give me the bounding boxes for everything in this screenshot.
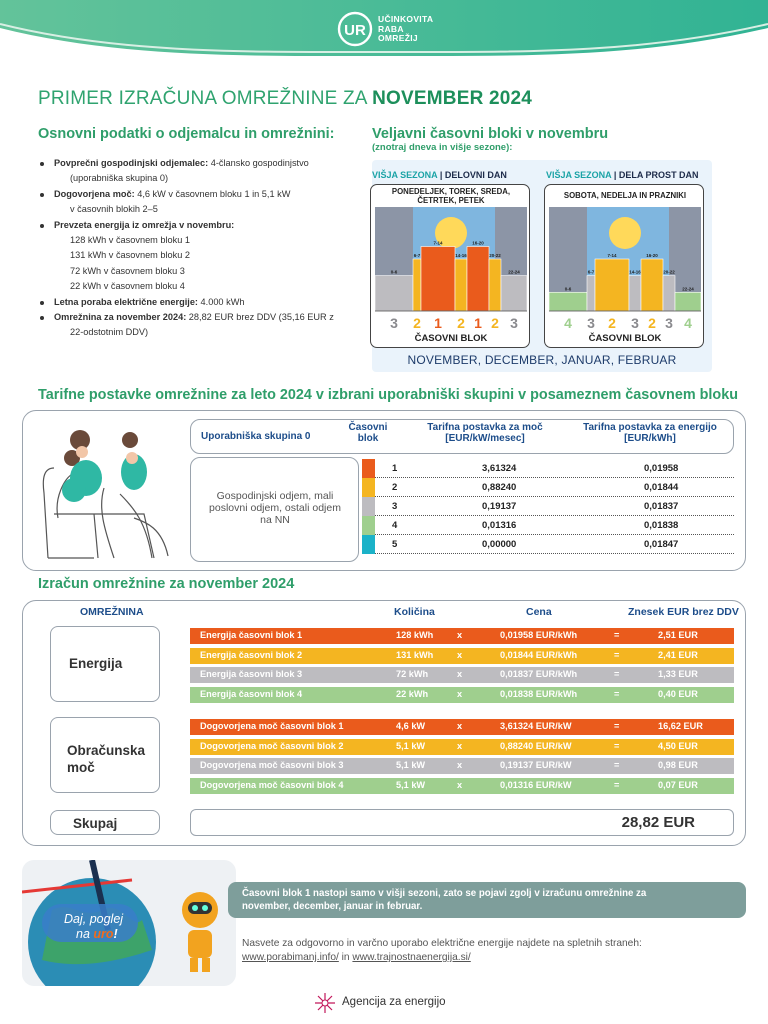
- tariff-power: 0,01316: [482, 520, 517, 531]
- calc-times: x: [457, 688, 463, 699]
- power-rows: [190, 719, 734, 797]
- basic-data-list: [38, 156, 368, 341]
- freeday-block-digit: 4: [564, 315, 572, 331]
- tip-box: [228, 882, 746, 918]
- title-prefix: PRIMER IZRAČUNA OMREŽNINE ZA: [38, 88, 367, 109]
- freeday-hour-label: 6-7: [587, 269, 595, 275]
- freeday-days: SOBOTA, NEDELJA IN PRAZNIKI: [563, 191, 687, 200]
- col-block-header: Časovni blok: [348, 422, 388, 444]
- group-description: Gospodinjski odjem, mali poslovni odjem, ostali odjem na NN: [209, 490, 341, 526]
- tariff-block: 5: [392, 539, 398, 550]
- calc-row-name: Energija časovni blok 3: [200, 669, 303, 679]
- freeday-block-bar: [549, 292, 587, 311]
- workday-block-digit: 3: [510, 315, 518, 331]
- logo: [336, 10, 456, 48]
- tariff-power: 0,00000: [482, 539, 517, 550]
- tariff-block: 4: [392, 520, 398, 531]
- freeday-block-bar: [641, 259, 663, 311]
- freeday-hour-label: 22-24: [682, 286, 694, 292]
- calc-row-price: 0,88240 EUR/kW: [500, 740, 572, 751]
- tariff-color-swatch: [362, 497, 375, 516]
- basic-data-subline: v časovnih blokih 2–5: [70, 204, 158, 215]
- freeday-block-digit: 3: [587, 315, 595, 331]
- calc-row-qty: 72 kWh: [396, 669, 429, 679]
- calculation-row: [190, 778, 734, 794]
- tariff-energy: 0,01958: [644, 463, 679, 474]
- svg-text:UR: UR: [344, 22, 366, 39]
- calculation-row: [190, 758, 734, 774]
- badge-word: uro: [93, 927, 114, 941]
- calc-row-price: 0,01958 EUR/kWh: [500, 630, 578, 640]
- link-porabimanj[interactable]: www.porabimanj.info/: [242, 952, 339, 963]
- calculation-row: [190, 628, 734, 644]
- freeday-chart: [544, 184, 704, 348]
- basic-data-subline: 22 kWh v časovnem bloku 4: [70, 281, 185, 292]
- tariff-table-header: [190, 419, 734, 454]
- logo-mark-icon: [336, 10, 374, 48]
- freeday-block-bar: [629, 276, 641, 311]
- workday-chart-svg: [371, 185, 531, 349]
- calc-times: x: [457, 721, 463, 731]
- power-group-label: [50, 717, 160, 793]
- calc-row-amount: 0,07 EUR: [658, 779, 698, 790]
- calc-row-name: Dogovorjena moč časovni blok 1: [200, 721, 344, 731]
- calc-row-amount: 0,98 EUR: [658, 760, 698, 770]
- title-month: NOVEMBER 2024: [372, 88, 533, 109]
- globe-robot-icon: [22, 860, 236, 986]
- tariff-row: [362, 535, 734, 554]
- workday-hour-label: 22-24: [508, 269, 520, 275]
- calc-equals: =: [614, 740, 620, 751]
- calc-row-price: 0,01316 EUR/kW: [500, 779, 572, 790]
- tip-line-1: Časovni blok 1 nastopi samo v višji sezoni, zato se pojavi zgolj v izračunu omrežnine za: [242, 888, 647, 899]
- calc-row-price: 0,01837 EUR/kWh: [500, 669, 578, 679]
- tariff-row: [362, 478, 734, 497]
- tariff-block: 3: [392, 501, 398, 512]
- col-price-header: Cena: [526, 606, 552, 618]
- calc-row-amount: 0,40 EUR: [658, 688, 698, 699]
- logo-line-3: OMREŽIJ: [378, 33, 418, 43]
- tariff-color-swatch: [362, 478, 375, 497]
- calc-row-amount: 4,50 EUR: [658, 740, 698, 751]
- workday-hour-label: 20-22: [489, 253, 501, 258]
- links-text: [242, 937, 742, 965]
- calc-row-qty: 131 kWh: [396, 649, 434, 660]
- time-blocks-subheading: (znotraj dneva in višje sezone):: [372, 142, 513, 153]
- workday-block-bar: [489, 259, 501, 311]
- workday-block-digit: 1: [474, 315, 482, 331]
- calc-row-price: 0,19137 EUR/kW: [500, 760, 572, 770]
- freeday-chart-svg: [545, 185, 705, 349]
- workday-axis-label: ČASOVNI BLOK: [414, 333, 488, 344]
- calc-equals: =: [614, 669, 620, 679]
- calc-equals: =: [614, 721, 620, 731]
- links-intro: Nasvete za odgovorno in varčno uporabo električne energije najdete na spletnih straneh:: [242, 938, 642, 949]
- workday-block-digit: 1: [434, 315, 442, 331]
- power-label-line-1: Obračunska: [67, 743, 146, 758]
- tip-text: [242, 887, 646, 913]
- total-label-text: Skupaj: [73, 816, 118, 831]
- tariff-color-swatch: [362, 516, 375, 535]
- basic-data-subline: (uporabniška skupina 0): [70, 173, 169, 184]
- workday-block-digit: 2: [491, 315, 499, 331]
- col-energy-header: Tarifna postavka za energijo [EUR/kWh]: [583, 422, 717, 444]
- tariff-energy: 0,01837: [644, 501, 679, 512]
- tariff-power: 3,61324: [482, 463, 517, 474]
- basic-data-subline: 131 kWh v časovnem bloku 2: [70, 250, 191, 261]
- energy-group-label: [50, 626, 160, 702]
- calculation-row: [190, 739, 734, 755]
- calc-row-name: Energija časovni blok 1: [200, 630, 303, 640]
- calculation-row: [190, 648, 734, 664]
- promo-badge-text: [62, 912, 123, 942]
- total-box: [190, 809, 734, 836]
- workday-block-bar: [455, 259, 467, 311]
- calc-row-amount: 16,62 EUR: [658, 721, 703, 731]
- workday-block-bar: [467, 247, 489, 311]
- calc-equals: =: [614, 760, 620, 770]
- tariff-color-swatch: [362, 459, 375, 478]
- tariff-energy: 0,01844: [644, 482, 679, 493]
- workday-block-bar: [501, 276, 527, 311]
- freeday-hour-label: 0-6: [564, 286, 572, 292]
- calc-row-name: Dogovorjena moč časovni blok 2: [200, 740, 344, 751]
- calc-row-qty: 22 kWh: [396, 688, 429, 699]
- link-separator: in: [338, 952, 353, 963]
- tip-line-2: november, december, januar in februar.: [242, 901, 423, 912]
- calculation-heading: Izračun omrežnine za november 2024: [38, 576, 295, 592]
- workday-hour-label: 16-20: [472, 240, 484, 246]
- calc-times: x: [457, 669, 463, 679]
- workday-hour-label: 7-14: [433, 240, 443, 246]
- freeday-block-digit: 2: [648, 315, 656, 331]
- calc-equals: =: [614, 649, 620, 660]
- tariff-row: [362, 497, 734, 516]
- calc-equals: =: [614, 630, 620, 640]
- time-blocks-heading: Veljavni časovni bloki v novembru: [372, 126, 609, 142]
- calc-row-amount: 1,33 EUR: [658, 669, 698, 679]
- calc-row-qty: 5,1 kW: [396, 779, 426, 790]
- agency-star-icon: [314, 992, 336, 1014]
- freeday-hour-label: 14-16: [629, 269, 641, 275]
- energy-rows: [190, 628, 734, 706]
- col-amount-header: Znesek EUR brez DDV: [628, 606, 739, 618]
- calc-row-name: Energija časovni blok 2: [200, 649, 303, 660]
- badge-line-2: na: [76, 927, 90, 941]
- calculation-row: [190, 719, 734, 735]
- col-quantity-header: Količina: [394, 606, 435, 618]
- freeday-season-label: VIŠJA SEZONA | DELA PROST DAN: [546, 170, 699, 180]
- workday-block-digit: 2: [413, 315, 421, 331]
- workday-season-label: VIŠJA SEZONA | DELOVNI DAN: [372, 170, 507, 180]
- workday-block-bar: [375, 276, 413, 311]
- basic-data-item: Prevzeta energija iz omrežja v novembru: 128 kWh v časovnem bloku 1 131 kWh v časovnem bloku 2 72 kWh v časovnem bloku 3 22 kWh v časovnem bloku 4: [38, 218, 368, 295]
- freeday-hour-label: 20-22: [663, 269, 675, 275]
- calc-row-amount: 2,41 EUR: [658, 649, 698, 660]
- basic-data-subline: 72 kWh v časovnem bloku 3: [70, 265, 185, 276]
- basic-data-item: Omrežnina za november 2024: 28,82 EUR brez DDV (35,16 EUR z 22-odstotnim DDV): [38, 310, 368, 341]
- basic-data-item: Dogovorjena moč: 4,6 kW v časovnem bloku 1 in 5,1 kW v časovnih blokih 2–5: [38, 187, 368, 218]
- calc-row-qty: 128 kWh: [396, 630, 434, 640]
- calc-row-name: Energija časovni blok 4: [200, 688, 303, 699]
- tariff-row: [362, 459, 734, 478]
- calculation-row: [190, 687, 734, 703]
- workday-block-bar: [421, 247, 455, 311]
- freeday-block-bar: [587, 276, 595, 311]
- basic-data-subline: 22-odstotnim DDV): [70, 327, 149, 338]
- tariff-block: 1: [392, 463, 398, 474]
- freeday-block-bar: [663, 276, 675, 311]
- calc-row-qty: 4,6 kW: [396, 721, 426, 731]
- basic-data-item: Letna poraba električne energije: 4.000 kWh: [38, 295, 368, 310]
- calc-times: x: [457, 760, 463, 770]
- freeday-block-digit: 3: [631, 315, 639, 331]
- calc-row-name: Dogovorjena moč časovni blok 4: [200, 779, 344, 790]
- basic-data-subline: 128 kWh v časovnem bloku 1: [70, 235, 191, 246]
- badge-mark: !: [113, 927, 118, 941]
- calc-row-price: 3,61324 EUR/kW: [500, 721, 572, 731]
- workday-hour-label: 0-6: [390, 269, 398, 275]
- workday-hour-label: 6-7: [413, 253, 421, 258]
- agency-name: Agencija za energijo: [342, 996, 446, 1008]
- freeday-hour-label: 16-20: [646, 253, 658, 258]
- link-trajnostnaenergija[interactable]: www.trajnostnaenergija.si/: [352, 952, 471, 963]
- calc-row-price: 0,01838 EUR/kWh: [500, 688, 578, 699]
- calc-row-name: Dogovorjena moč časovni blok 3: [200, 760, 344, 770]
- total-label-box: [50, 810, 160, 835]
- workday-days: PONEDELJEK, TOREK, SREDA, ČETRTEK, PETEK: [391, 187, 511, 205]
- power-label-line-2: moč: [67, 760, 95, 775]
- tariff-color-swatch: [362, 535, 375, 554]
- tariff-heading: Tarifne postavke omrežnine za leto 2024 v izbrani uporabniški skupini v posameznem časovnem bloku: [38, 387, 738, 403]
- page-title: [38, 88, 532, 110]
- badge-line-1: Daj, poglej: [64, 912, 124, 926]
- freeday-axis-label: ČASOVNI BLOK: [588, 333, 662, 344]
- tariff-block: 2: [392, 482, 398, 493]
- freeday-block-bar: [595, 259, 629, 311]
- promo-badge: [22, 860, 236, 986]
- calc-row-price: 0,01844 EUR/kWh: [500, 649, 578, 660]
- calc-row-qty: 5,1 kW: [396, 740, 426, 751]
- tariff-power: 0,19137: [482, 501, 517, 512]
- energy-label-text: Energija: [69, 656, 123, 671]
- calc-equals: =: [614, 779, 620, 790]
- logo-line-1: UČINKOVITA: [378, 14, 434, 24]
- workday-block-digit: 2: [457, 315, 465, 331]
- calc-times: x: [457, 740, 463, 751]
- freeday-hour-label: 7-14: [607, 253, 617, 258]
- workday-chart: [370, 184, 530, 348]
- tariff-row: [362, 516, 734, 535]
- calc-times: x: [457, 779, 463, 790]
- total-value: 28,82 EUR: [621, 814, 695, 831]
- calc-times: x: [457, 649, 463, 660]
- workday-block-digit: 3: [390, 315, 398, 331]
- freeday-block-digit: 3: [665, 315, 673, 331]
- season-months: NOVEMBER, DECEMBER, JANUAR, FEBRUAR: [407, 353, 677, 367]
- group-description-box: [190, 457, 359, 562]
- freeday-block-digit: 4: [684, 315, 692, 331]
- basic-data-heading: Osnovni podatki o odjemalcu in omrežnini:: [38, 126, 335, 142]
- calc-times: x: [457, 630, 463, 640]
- calculation-row: [190, 667, 734, 683]
- tariff-energy: 0,01847: [644, 539, 679, 550]
- workday-hour-label: 14-16: [455, 253, 467, 258]
- freeday-block-bar: [675, 292, 701, 311]
- group-header: Uporabniška skupina 0: [201, 431, 311, 442]
- col-network-header: OMREŽNINA: [80, 606, 144, 618]
- calc-row-amount: 2,51 EUR: [658, 630, 698, 640]
- workday-block-bar: [413, 259, 421, 311]
- tariff-energy: 0,01838: [644, 520, 679, 531]
- tariff-rows: [362, 459, 734, 554]
- basic-data-item: Povprečni gospodinjski odjemalec: 4-člansko gospodinjstvo (uporabniška skupina 0): [38, 156, 368, 187]
- calc-row-qty: 5,1 kW: [396, 760, 426, 770]
- col-power-header: Tarifna postavka za moč [EUR/kW/mesec]: [427, 422, 543, 444]
- logo-line-2: RABA: [378, 23, 404, 34]
- family-illustration-icon: [34, 418, 180, 564]
- freeday-block-digit: 2: [608, 315, 616, 331]
- calc-equals: =: [614, 688, 620, 699]
- tariff-power: 0,88240: [482, 482, 517, 493]
